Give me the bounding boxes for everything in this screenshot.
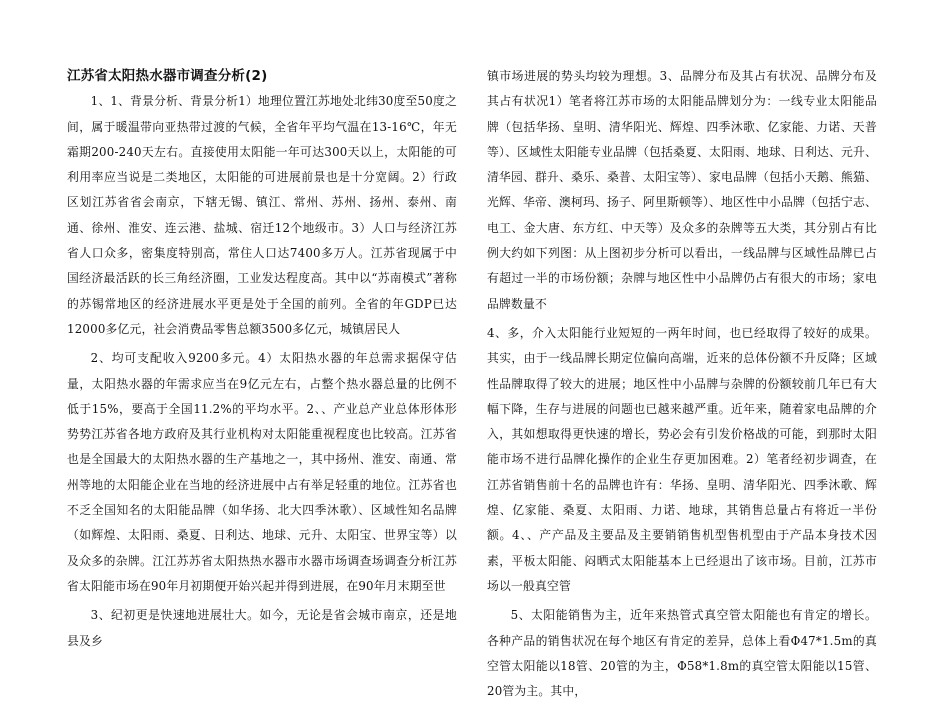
paragraph-5: 5、太阳能销售为主，近年来热管式真空管太阳能也有肯定的增长。各种产品的销售状况在每个地区有肯定的差异，总体上看Φ47*1.5m的真空管太阳能以18管、20管的为主，Φ58*1.8m的真空管太阳能以15管、20管为主。其中，	[487, 608, 877, 699]
left-column	[67, 64, 457, 658]
paragraph-3-continued: 镇市场进展的势头均较为理想。3、品牌分布及其占有状况、品牌分布及其占有状况1）笔者将江苏市场的太阳能品牌划分为：一线专业太阳能品牌（包括华扬、皇明、清华阳光、辉煌、四季沐歌、亿家能、力诺、天普等）、区域性太阳能专业品牌（包括桑夏、太阳雨、地球、日利达、元升、清华园、群升、桑乐、桑普、太阳宝等）、家电品牌（包括小天鹅、熊猫、光辉、华帝、澳柯玛、扬子、阿里斯顿等）、地区性中小品牌（包括宁志、电工、金大唐、东方红、中天等）及众多的杂牌等五大类，其分别占有比例大约如下列图：从上图初步分析可以看出，一线品牌与区域性品牌已占有超过一半的市场份额；杂牌与地区性中小品牌仍占有很大的市场；家电品牌数量不	[487, 69, 877, 311]
paragraph-1: 1、1、背景分析、背景分析1）地理位置江苏地处北纬30度至50度之间，属于暖温带向亚热带过渡的气候，全省年平均气温在13-16℃，年无霜期200-240天左右。直接使用太阳能一年可达300天以上，太阳能的可利用率应当说是二类地区，太阳能的可进展前景也是十分宽阔。2）行政区划江苏省省会南京，下辖无锡、镇江、常州、苏州、扬州、泰州、南通、徐州、淮安、连云港、盐城、宿迁12个地级市。3）人口与经济江苏省人口众多，密集度特别高，常住人口达7400多万人。江苏省现属于中国经济最活跃的长三角经济圈，工业发达程度高。其中以“苏南模式”著称的苏锡常地区的经济进展水平更是处于全国的前列。全省的年GDP已达12000多亿元，社会消费品零售总额3500多亿元，城镇居民人	[67, 94, 457, 336]
paragraph-3: 3、纪初更是快速地进展壮大。如今，无论是省会城市南京，还是地县及乡	[67, 608, 457, 648]
paragraph-4: 4、多，介入太阳能行业短短的一两年时间，也已经取得了较好的成果。其实，由于一线品牌长期定位偏向高端，近来的总体份额不升反降；区域性品牌取得了较大的进展；地区性中小品牌与杂牌的份额较前几年已有大幅下降，生存与进展的问题也已越来越严重。近年来，随着家电品牌的介入，其如想取得更快速的增长，势必会有引发价格战的可能，到那时太阳能市场不进行品牌化操作的企业生存更加困难。2）笔者经初步调查，在江苏省销售前十名的品牌也许有：华扬、皇明、清华阳光、四季沐歌、辉煌、亿家能、桑夏、太阳雨、力诺、地球，其销售总量占有将近一半份额。4、、产产品及主要品及主要销销售机型售机型由于产品本身技术因素，平板太阳能、闷晒式太阳能基本上已经退出了该市场。目前，江苏市场以一般真空管	[487, 325, 877, 593]
document-title: 江苏省太阳热水器市调查分析(2)	[67, 68, 268, 84]
paragraph-2: 2、均可支配收入9200多元。4）太阳热水器的年总需求据保守估量，太阳热水器的年需求应当在9亿元左右，占整个热水器总量的比例不低于15%，要高于全国11.2%的平均水平。2、、产业总产业总体形体形势势江苏省各地方政府及其行业机构对太阳能重视程度也比较高。江苏省也是全国最大的太阳热水器的生产基地之一，其中扬州、淮安、南通、常州等地的太阳能企业在当地的经济进展中占有举足轻重的地位。江苏省也不乏全国知名的太阳能品牌（如华扬、北大四季沐歌）、区域性知名品牌（如辉煌、太阳雨、桑夏、日利达、地球、元升、太阳宝、世界宝等）以及众多的杂牌。江江苏苏省太阳热热水器市水器市场调查场调查分析江苏省太阳能市场在90年月初期便开始兴起并得到进展，在90年月末期至世	[67, 351, 457, 593]
right-column	[487, 64, 877, 708]
